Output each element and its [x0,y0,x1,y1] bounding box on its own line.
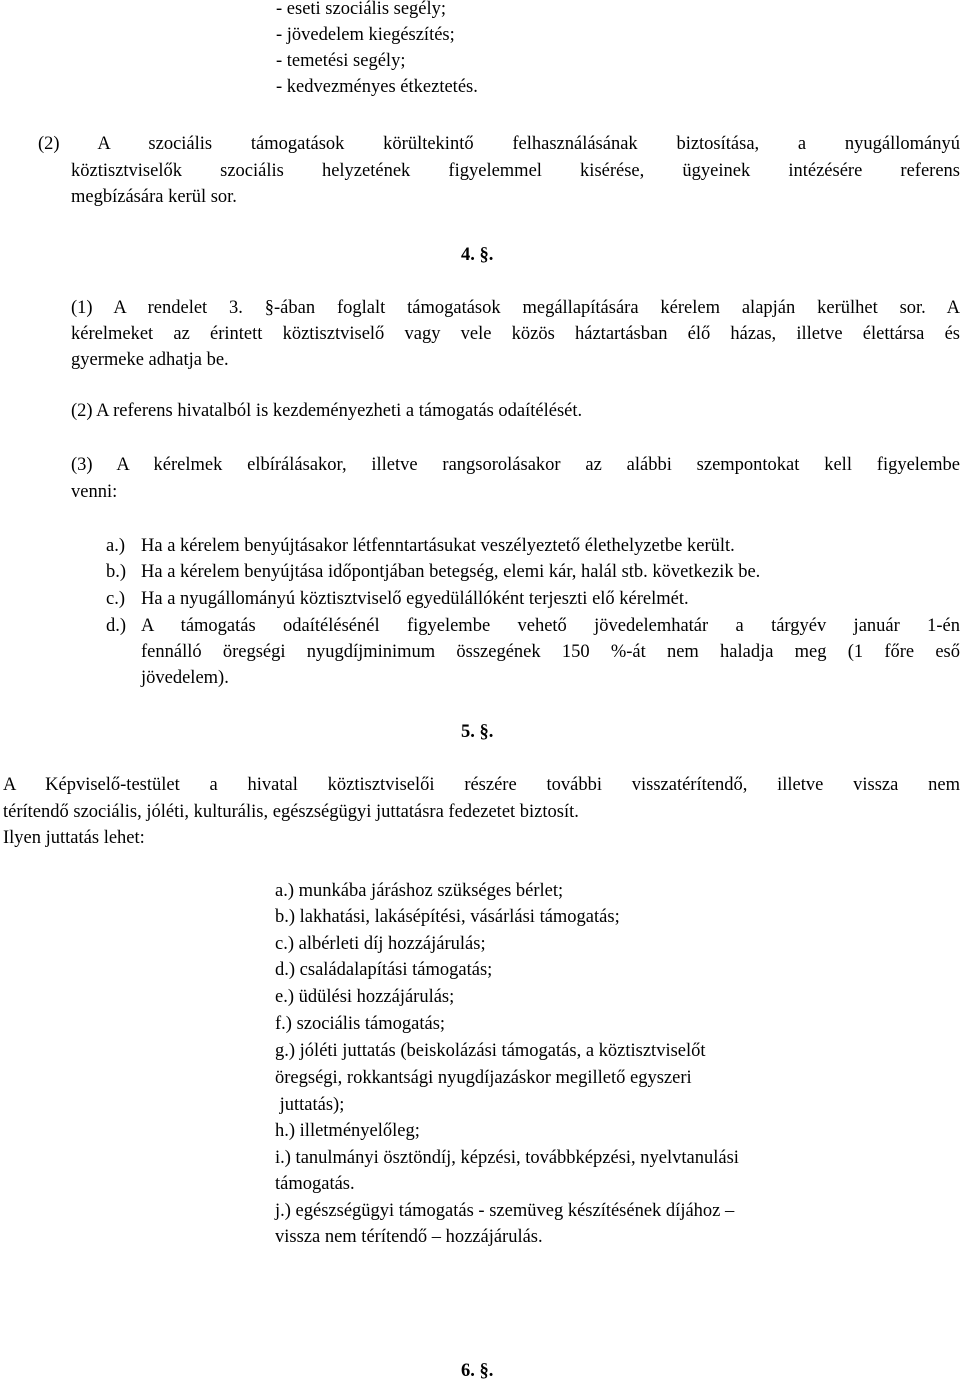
criterion-d-line-3: jövedelem). [141,668,229,688]
section-4-p1-line-3: gyermeke adhatja be. [71,350,229,370]
list-item: vissza nem térítendő – hozzájárulás. [275,1227,543,1247]
section-5-intro-line-2: térítendő szociális, jóléti, kulturális, egészségügyi juttatásra fedezetet biztosít. [3,802,579,822]
section-6-heading: 6. §. [461,1361,494,1381]
criterion-d-label: d.) [106,616,127,636]
criterion-d-line-2: fennálló öregségi nyugdíjminimum összegének 150 %-át nem haladja meg (1 főre eső [141,642,960,662]
criterion-text: Ha a nyugállományú köztisztviselő egyedülállóként terjeszti elő kérelmét. [141,589,689,609]
criterion-label: a.) [106,536,125,556]
benefit-type-list [276,0,478,100]
section-4-p3-line-2: venni: [71,482,118,502]
list-item: - jövedelem kiegészítés; [276,25,455,45]
list-item: j.) egészségügyi támogatás - szemüveg készítésének díjához – [275,1201,735,1221]
list-item: b.) lakhatási, lakásépítési, vásárlási támogatás; [275,907,620,927]
criterion-text: Ha a kérelem benyújtásakor létfenntartásukat veszélyeztető élethelyzetbe került. [141,536,735,556]
criterion-label: c.) [106,589,125,609]
section-4-p1-line-1: (1) A rendelet 3. §-ában foglalt támogatások megállapítására kérelem alapján kerülhet sor. A [71,298,960,318]
list-item: g.) jóléti juttatás (beiskolázási támogatás, a köztisztviselőt [275,1041,706,1061]
list-item: öregségi, rokkantsági nyugdíjazáskor megillető egyszeri [275,1068,692,1088]
section-5-heading: 5. §. [461,722,494,742]
list-item: d.) családalapítási támogatás; [275,960,493,980]
criterion-text: Ha a kérelem benyújtása időpontjában betegség, elemi kár, halál stb. következik be. [141,562,761,582]
criterion-b [106,559,760,585]
list-item: - kedvezményes étkeztetés. [276,77,478,97]
criterion-c [106,586,689,612]
list-item: e.) üdülési hozzájárulás; [275,987,455,1007]
section-5-intro-line-1: A Képviselő-testület a hivatal köztisztviselői részére további visszatérítendő, illetve vissza nem [3,775,960,795]
criterion-d-line-1: A támogatás odaítélésénél figyelembe vehető jövedelemhatár a tárgyév január 1-én [141,616,960,636]
paragraph-3-2-line-1: (2) A szociális támogatások körültekintő felhasználásának biztosítása, a nyugállományú [38,134,960,154]
list-item: juttatás); [275,1095,345,1115]
paragraph-3-2-line-2: köztisztviselők szociális helyzetének figyelemmel kisérése, ügyeinek intézésére referens [71,161,960,181]
section-4-p3-line-1: (3) A kérelmek elbírálásakor, illetve rangsorolásakor az alábbi szempontokat kell figyelembe [71,455,960,475]
section-4-heading: 4. §. [461,245,494,265]
list-item: f.) szociális támogatás; [275,1014,446,1034]
list-item: - eseti szociális segély; [276,0,447,19]
list-item: i.) tanulmányi ösztöndíj, képzési, továbbképzési, nyelvtanulási [275,1148,739,1168]
list-item: - temetési segély; [276,51,406,71]
paragraph-3-2-line-3: megbízására kerül sor. [71,187,237,207]
criterion-label: b.) [106,562,127,582]
criterion-a [106,533,735,559]
section-4-p1-line-2: kérelmeket az érintett köztisztviselő vagy vele közös háztartásban élő házas, illetve élettársa és [71,324,960,344]
list-item: a.) munkába járáshoz szükséges bérlet; [275,881,564,901]
list-item: h.) illetményelőleg; [275,1121,420,1141]
list-item: támogatás. [275,1174,355,1194]
list-item: c.) albérleti díj hozzájárulás; [275,934,486,954]
section-5-intro-line-3: Ilyen juttatás lehet: [3,828,145,848]
section-4-p2: (2) A referens hivatalból is kezdeményezheti a támogatás odaítélését. [71,401,583,421]
